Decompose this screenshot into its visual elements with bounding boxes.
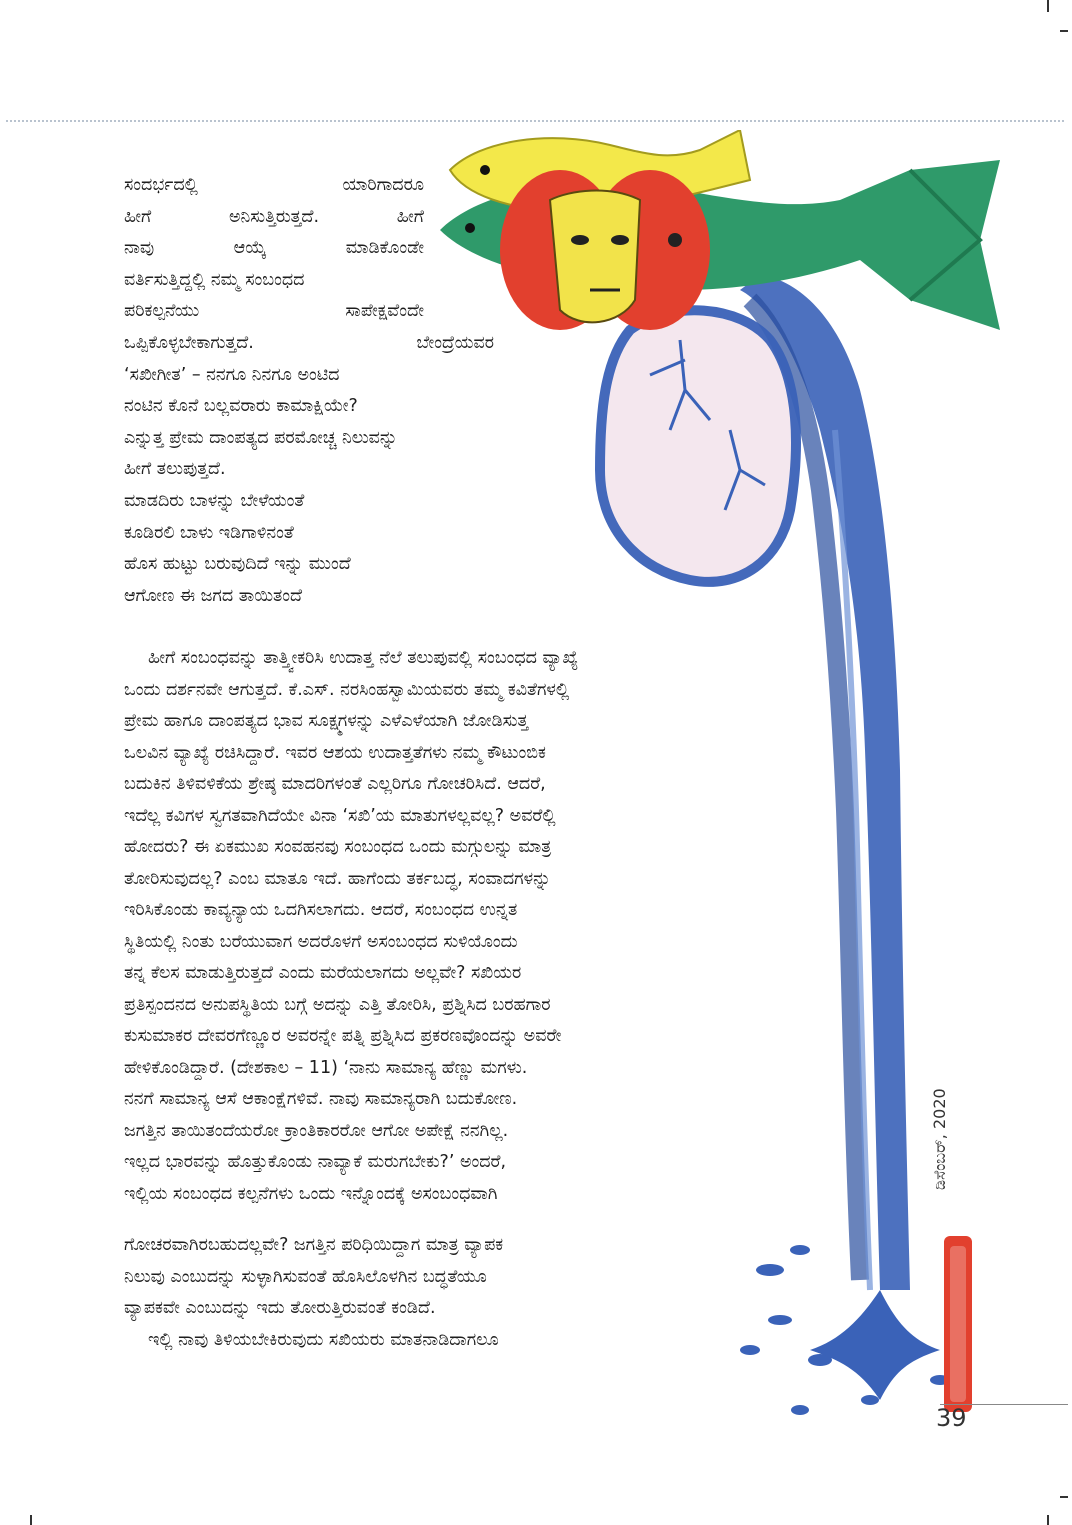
paragraph-closing: ಗೋಚರವಾಗಿರಬಹುದಲ್ಲವೇ? ಜಗತ್ತಿನ ಪರಿಧಿಯಿದ್ದಾಗ ಮಾತ್ರ ವ್ಯಾಪಕ ನಿಲುವು ಎಂಬುದನ್ನು ಸುಳ್ಳಾಗಿಸುವಂತೆ ಹೊಸಿಲೊಳಗಿನ ಬದ್ಧತೆಯೂ ವ್ಯಾಪಕವೇ ಎಂಬುದನ್ನು ಇದು ತೋರುತ್ತಿರುವಂತೆ ಕಂಡಿದೆ. ಇಲ್ಲಿ ನಾವು ತಿಳಿಯಬೇಕಿರುವುದು ಸಖಿಯರು ಮಾತನಾಡಿದಾಗಲೂ bbox=[124, 1235, 504, 1350]
paragraph-main: ಹೀಗೆ ಸಂಬಂಧವನ್ನು ತಾತ್ತ್ವೀಕರಿಸಿ ಉದಾತ್ತ ನೆಲೆ ತಲುಪುವಲ್ಲಿ ಸಂಬಂಧದ ವ್ಯಾಖ್ಯೆ ಒಂದು ದರ್ಶನವೇ ಆಗುತ್ತದೆ. ಕೆ.ಎಸ್. ನರಸಿಂಹಸ್ವಾಮಿಯವರು ತಮ್ಮ ಕವಿತೆಗಳಲ್ಲಿ ಪ್ರೇಮ ಹಾಗೂ ದಾಂಪತ್ಯದ ಭಾವ ಸೂಕ್ಷ್ಮಗಳನ್ನು ಎಳೆಎಳೆಯಾಗಿ ಜೋಡಿಸುತ್ತ ಒಲವಿನ ವ್ಯಾಖ್ಯೆ ರಚಿಸಿದ್ದಾರೆ. ಇವರ ಆಶಯ ಉದಾತ್ತತೆಗಳು ನಮ್ಮ ಕೌಟುಂಬಿಕ ಬದುಕಿನ ತಿಳಿವಳಿಕೆಯ ಶ್ರೇಷ್ಠ ಮಾದರಿಗಳಂತೆ ಎಲ್ಲರಿಗೂ ಗೋಚರಿಸಿದೆ. ಆದರೆ, ಇದೆಲ್ಲ ಕವಿಗಳ ಸ್ವಗತವಾಗಿದೆಯೇ ವಿನಾ ‘ಸಖಿ’ಯ ಮಾತುಗಳಲ್ಲವಲ್ಲ? ಅವರೆಲ್ಲಿ ಹೋದರು? ಈ ಏಕಮುಖ ಸಂವಹನವು ಸಂಬಂಧದ ಒಂದು ಮಗ್ಗುಲನ್ನು ಮಾತ್ರ ತೋರಿಸುವುದಲ್ಲ? ಎಂಬ ಮಾತೂ ಇದೆ. ಹಾಗೆಂದು ತರ್ಕಬದ್ಧ, ಸಂವಾದಗಳನ್ನು ಇರಿಸಿಕೊಂಡು ಕಾವ್ಯನ್ಯಾಯ ಒದಗಿಸಲಾಗದು. ಆದರೆ, ಸಂಬಂಧದ ಉನ್ನತ ಸ್ಥಿತಿಯಲ್ಲಿ ನಿಂತು ಬರೆಯುವಾಗ ಅದರೊಳಗೆ ಅಸಂಬಂಧದ ಸುಳಿಯೊಂದು ತನ್ನ ಕೆಲಸ ಮಾಡುತ್ತಿರುತ್ತದೆ ಎಂದು ಮರೆಯಲಾಗದು ಅಲ್ಲವೇ? ಸಖಿಯರ ಪ್ರತಿಸ್ಪಂದನದ ಅನುಪಸ್ಥಿತಿಯ ಬಗ್ಗೆ ಅದನ್ನು ಎತ್ತಿ ತೋರಿಸಿ, ಪ್ರಶ್ನಿಸಿದ ಬರಹಗಾರ ಕುಸುಮಾಕರ ದೇವರಗೆಣ್ಣೂರ ಅವರನ್ನೇ ಪತ್ನಿ ಪ್ರಶ್ನಿಸಿದ ಪ್ರಕರಣವೊಂದನ್ನು ಅವರೇ ಹೇಳಿಕೊಂಡಿದ್ದಾರೆ. (ದೇಶಕಾಲ – 11) ‘ನಾನು ಸಾಮಾನ್ಯ ಹೆಣ್ಣು ಮಗಳು. ನನಗೆ ಸಾಮಾನ್ಯ ಆಸೆ ಆಕಾಂಕ್ಷೆಗಳಿವೆ. ನಾವು ಸಾಮಾನ್ಯರಾಗಿ ಬದುಕೋಣ. ಜಗತ್ತಿನ ತಾಯಿತಂದೆಯರೋ ಕ್ರಾಂತಿಕಾರರೋ ಆಗೋ ಅಪೇಕ್ಷೆ ನನಗಿಲ್ಲ. ಇಲ್ಲದ ಭಾರವನ್ನು ಹೊತ್ತುಕೊಂಡು ನಾವ್ಯಾಕೆ ಮರುಗಬೇಕು?’ ಅಂದರೆ, ಇಲ್ಲಿಯ ಸಂಬಂಧದ ಕಲ್ಪನೆಗಳು ಒಂದು ಇನ್ನೊಂದಕ್ಕೆ ಅಸಂಬಂಧವಾಗಿ bbox=[124, 648, 579, 1204]
header-dotted-rule bbox=[6, 120, 1064, 122]
poem-line: ಮಾಡದಿರು ಬಾಳನ್ನು ಬೇಳೆಯಂತೆ bbox=[124, 490, 305, 511]
yellow-face bbox=[550, 191, 640, 323]
issue-date: ಡಿಸೆಂಬರ್, 2020 bbox=[930, 1088, 949, 1190]
paragraph-intro: ಸಂದರ್ಭದಲ್ಲಿ ಯಾರಿಗಾದರೂ ಹೀಗೆ ಅನಿಸುತ್ತಿರುತ್ತದೆ. ಹೀಗೆ ನಾವು ಆಯ್ಕೆ ಮಾಡಿಕೊಂಡೇ ವರ್ತಿಸುತ್ತಿದ್ದಲ್ಲಿ ನಮ್ಮ ಸಂಬಂಧದ ಪರಿಕಲ್ಪನೆಯು ಸಾಪೇಕ್ಷವೆಂದೇ ಒಪ್ಪಿಕೊಳ್ಳಬೇಕಾಗುತ್ತದೆ. ಬೇಂದ್ರೆಯವರ ‘ಸಖೀಗೀತ’ – ನನಗೂ ನಿನಗೂ ಅಂಟಿದ ನಂಟಿನ ಕೊನೆ ಬಲ್ಲವರಾರು ಕಾಮಾಕ್ಷಿಯೇ? ಎನ್ನುತ್ತ ಪ್ರೇಮ ದಾಂಪತ್ಯದ ಪರಮೋಚ್ಚ ನಿಲುವನ್ನು ಹೀಗೆ ತಲುಪುತ್ತದೆ. ಮಾಡದಿರು ಬಾಳನ್ನು ಬೇಳೆಯಂತೆ ಕೂಡಿರಲಿ ಬಾಳು ಇಡಿಗಾಳಿನಂತೆ ಹೊಸ ಹುಟ್ಟು ಬರುವುದಿದೆ ಇನ್ನು ಮುಂದೆ ಆಗೋಣ ಈ ಜಗದ ತಾಯಿತಂದೆ bbox=[124, 170, 544, 612]
magazine-logo bbox=[938, 1236, 978, 1416]
crop-mark bbox=[1060, 1496, 1068, 1498]
poem-line: ಆಗೋಣ ಈ ಜಗದ ತಾಯಿತಂದೆ bbox=[124, 585, 303, 606]
poem-line: ಹೊಸ ಹುಟ್ಟು ಬರುವುದಿದೆ ಇನ್ನು ಮುಂದೆ bbox=[124, 554, 351, 575]
crop-mark bbox=[1060, 30, 1068, 32]
crop-mark bbox=[1047, 0, 1049, 12]
page-number: 39 bbox=[936, 1404, 967, 1432]
crop-mark bbox=[30, 1515, 32, 1525]
poem-line: ಕೂಡಿರಲಿ ಬಾಳು ಇಡಿಗಾಳಿನಂತೆ bbox=[124, 522, 294, 543]
crop-mark bbox=[1047, 1515, 1049, 1525]
pale-heart-shape bbox=[600, 310, 796, 582]
